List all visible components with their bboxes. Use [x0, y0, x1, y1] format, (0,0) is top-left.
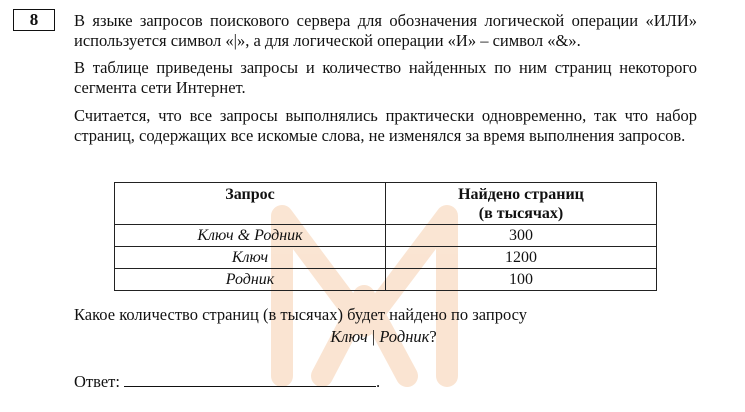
answer-end: .: [375, 372, 381, 391]
task-number-box: [13, 9, 55, 31]
paragraph-operators: В языке запросов поискового сервера для обозначения логической операции «ИЛИ» используется символ «|», а для логической операции «И» – символ «&».: [74, 11, 697, 50]
query-table: [114, 182, 657, 291]
table-row: [115, 247, 657, 269]
table-header-row: [115, 183, 657, 225]
header-found-line1: Найдено страниц: [458, 186, 584, 203]
query-separator: |: [367, 327, 380, 346]
answer-row: [74, 372, 380, 392]
cell-found: 100: [386, 269, 657, 291]
paragraph-table-intro: В таблице приведены запросы и количество найденных по ним страниц некоторого сегмента сети Интернет.: [74, 58, 697, 97]
header-found-line2: (в тысячах): [478, 205, 564, 222]
question-text: Какое количество страниц (в тысячах) будет найдено по запросу: [74, 305, 527, 324]
task-text: [74, 11, 697, 154]
answer-label: Ответ:: [74, 372, 120, 391]
task-number: 8: [29, 10, 39, 29]
cell-query: Ключ & Родник: [115, 225, 386, 247]
cell-found: 1200: [386, 247, 657, 269]
question-query: [0, 327, 745, 347]
table-row: [115, 269, 657, 291]
query-term-left: Ключ: [330, 327, 368, 346]
table-row: [115, 225, 657, 247]
answer-blank-field[interactable]: [124, 372, 376, 387]
paragraph-assumption: Считается, что все запросы выполнялись практически одновременно, так что набор страниц, содержащих все искомые слова, не изменялся за время выполнения запросов.: [74, 106, 697, 145]
query-question-mark: ?: [429, 327, 437, 346]
header-found: [386, 183, 657, 225]
cell-query: Ключ: [115, 247, 386, 269]
query-term-right: Родник: [379, 327, 430, 346]
header-query: Запрос: [115, 183, 386, 225]
cell-found: 300: [386, 225, 657, 247]
cell-query: Родник: [115, 269, 386, 291]
